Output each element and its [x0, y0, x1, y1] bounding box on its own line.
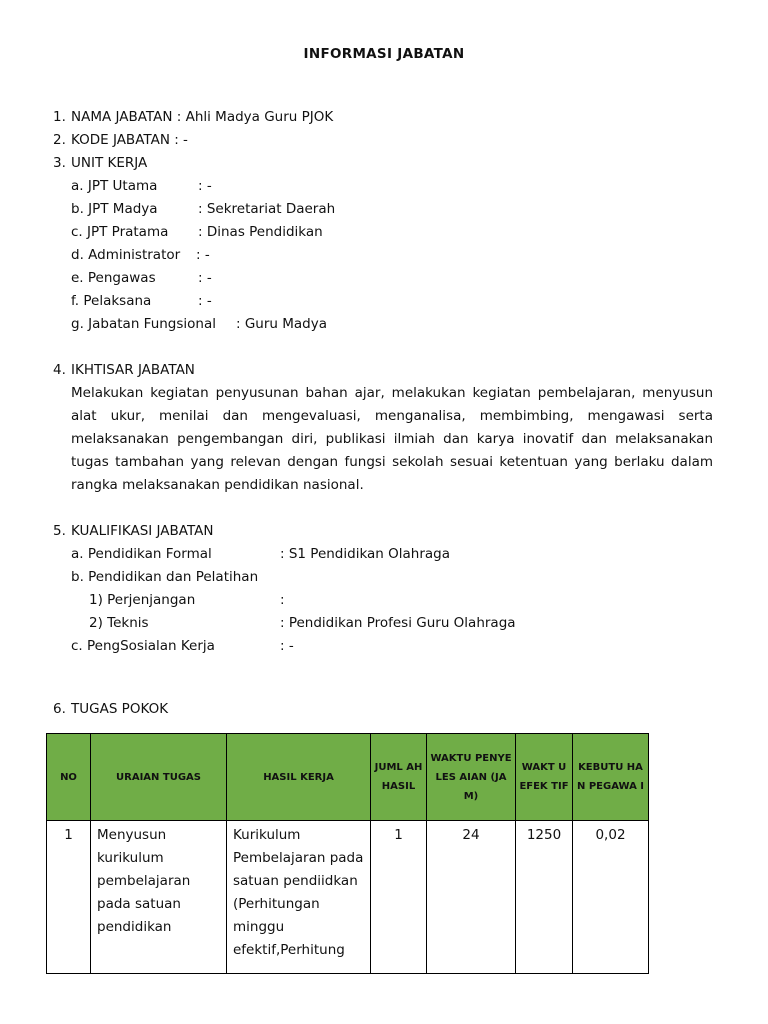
item-number: 6. — [53, 701, 66, 717]
unit-row-key: c. JPT Pratama — [71, 224, 169, 240]
cell-kebutuhan-pegawai: 0,02 — [573, 821, 649, 974]
column-header-kebutuhan-pegawai: KEBUTU HAN PEGAWA I — [573, 734, 649, 821]
nama-jabatan: NAMA JABATAN : Ahli Madya Guru PJOK — [71, 109, 334, 125]
page-title: INFORMASI JABATAN — [303, 46, 465, 62]
kualifikasi-heading: KUALIFIKASI JABATAN — [71, 523, 214, 539]
cell-hasil-kerja: Kurikulum Pembelajaran pada satuan pendiidkan (Perhitungan minggu efektif,Perhitung — [227, 821, 371, 974]
kualifikasi-row-key: 1) Perjenjangan — [89, 592, 196, 608]
column-header-waktu-efektif: WAKT U EFEK TIF — [516, 734, 573, 821]
kualifikasi-row-value: : S1 Pendidikan Olahraga — [280, 546, 451, 562]
cell-jumlah-hasil: 1 — [371, 821, 427, 974]
tugas-pokok-table — [46, 733, 649, 974]
tugas-pokok-heading: TUGAS POKOK — [71, 701, 169, 717]
item-number: 2. — [53, 132, 66, 148]
kualifikasi-row-key: 2) Teknis — [89, 615, 149, 631]
kualifikasi-row-value: : — [280, 592, 285, 608]
kualifikasi-row-key: a. Pendidikan Formal — [71, 546, 212, 562]
unit-row-value: : - — [196, 247, 210, 263]
unit-row-key: g. Jabatan Fungsional — [71, 316, 216, 332]
unit-row-value: : Guru Madya — [236, 316, 328, 332]
column-header-uraian-tugas: URAIAN TUGAS — [91, 734, 227, 821]
unit-row-key: f. Pelaksana — [71, 293, 152, 309]
kualifikasi-row-value: : Pendidikan Profesi Guru Olahraga — [280, 615, 516, 631]
unit-row-value: : - — [198, 178, 212, 194]
item-number: 4. — [53, 362, 66, 378]
item-number: 1. — [53, 109, 66, 125]
ikhtisar-heading: IKHTISAR JABATAN — [71, 362, 195, 378]
cell-waktu-penyelesaian: 24 — [427, 821, 516, 974]
unit-row-value: : - — [198, 270, 212, 286]
cell-uraian-tugas: Menyusun kurikulum pembelajaran pada satuan pendidikan — [91, 821, 227, 974]
column-header-jumlah-hasil: JUML AH HASIL — [371, 734, 427, 821]
kualifikasi-row-key: c. PengSosialan Kerja — [71, 638, 215, 654]
unit-row-value: : - — [198, 293, 212, 309]
column-header-waktu-penyelesaian: WAKTU PENYELES AIAN (JAM) — [427, 734, 516, 821]
cell-no: 1 — [47, 821, 91, 974]
column-header-hasil-kerja: HASIL KERJA — [227, 734, 371, 821]
unit-kerja-heading: UNIT KERJA — [71, 155, 148, 171]
table-header-row — [47, 734, 649, 821]
kode-jabatan: KODE JABATAN : - — [71, 132, 188, 148]
item-number: 5. — [53, 523, 66, 539]
unit-row-value: : Dinas Pendidikan — [198, 224, 323, 240]
unit-row-key: a. JPT Utama — [71, 178, 158, 194]
column-header-no: NO — [47, 734, 91, 821]
ikhtisar-paragraph: Melakukan kegiatan penyusunan bahan ajar, melakukan kegiatan pembelajaran, menyusun alat ukur, menilai dan mengevaluasi, menganalisa, membimbing, mengawasi serta melaksanakan pengembangan diri, publikasi ilmiah dan karya inovatif dan melaksanakan tugas tambahan yang relevan dengan fungsi sekolah sesuai ketentuan yang berlaku dalam rangka melaksanakan pendidikan nasional. — [71, 385, 713, 493]
cell-waktu-efektif: 1250 — [516, 821, 573, 974]
table-row — [47, 821, 649, 974]
unit-row-key: e. Pengawas — [71, 270, 156, 286]
kualifikasi-row-value: : - — [280, 638, 294, 654]
unit-row-value: : Sekretariat Daerah — [198, 201, 336, 217]
unit-row-key: d. Administrator — [71, 247, 181, 263]
item-number: 3. — [53, 155, 66, 171]
unit-row-key: b. JPT Madya — [71, 201, 158, 217]
kualifikasi-row-key: b. Pendidikan dan Pelatihan — [71, 569, 259, 585]
